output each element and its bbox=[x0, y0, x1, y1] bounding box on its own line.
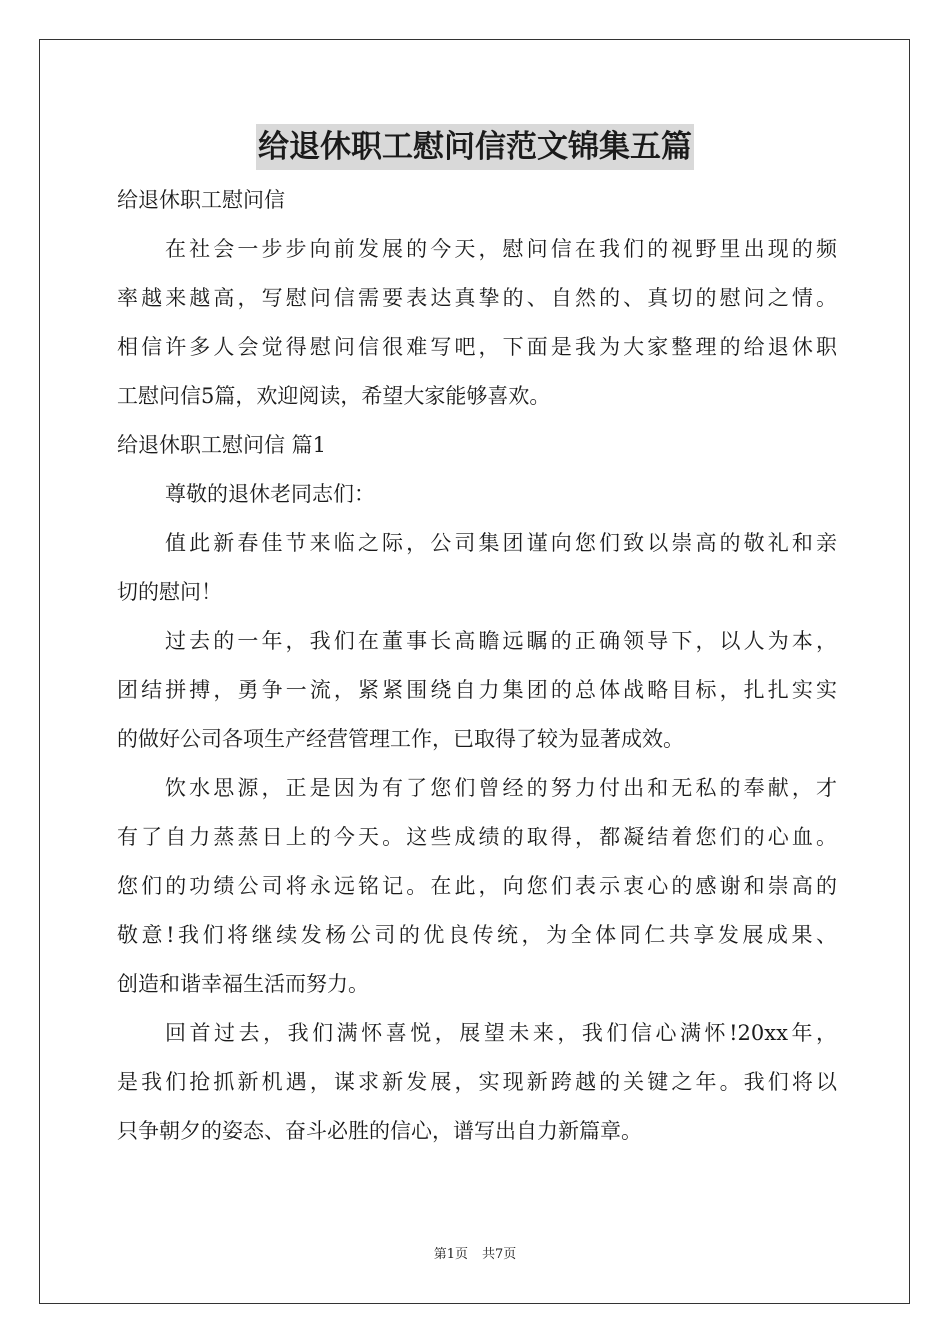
body-line: 有了自力蒸蒸日上的今天。这些成绩的取得，都凝结着您们的心血。 bbox=[117, 825, 837, 849]
body-line: 相信许多人会觉得慰问信很难写吧，下面是我为大家整理的给退休职 bbox=[117, 335, 837, 359]
document-title: 给退休职工慰问信范文锦集五篇 bbox=[256, 124, 694, 170]
body-line: 工慰问信5篇，欢迎阅读，希望大家能够喜欢。 bbox=[117, 384, 551, 408]
body-line: 的做好公司各项生产经营管理工作，已取得了较为显著成效。 bbox=[117, 727, 684, 751]
body-line: 给退休职工慰问信 bbox=[117, 188, 285, 212]
body-line: 您们的功绩公司将永远铭记。在此，向您们表示衷心的感谢和崇高的 bbox=[117, 874, 837, 898]
body-line: 回首过去，我们满怀喜悦，展望未来，我们信心满怀!20xx年， bbox=[165, 1021, 837, 1045]
body-line: 饮水思源，正是因为有了您们曾经的努力付出和无私的奉献，才 bbox=[165, 776, 837, 800]
body-line: 率越来越高，写慰问信需要表达真挚的、自然的、真切的慰问之情。 bbox=[117, 286, 837, 310]
document-body bbox=[117, 176, 837, 1156]
title-container bbox=[0, 124, 950, 170]
section-heading: 给退休职工慰问信 篇1 bbox=[117, 433, 327, 457]
body-line: 在社会一步步向前发展的今天，慰问信在我们的视野里出现的频 bbox=[165, 237, 837, 261]
body-line: 创造和谐幸福生活而努力。 bbox=[117, 972, 369, 996]
body-line: 过去的一年，我们在董事长高瞻远瞩的正确领导下，以人为本， bbox=[165, 629, 837, 653]
body-line: 值此新春佳节来临之际，公司集团谨向您们致以崇高的敬礼和亲 bbox=[165, 531, 837, 555]
body-line: 只争朝夕的姿态、奋斗必胜的信心，谱写出自力新篇章。 bbox=[117, 1119, 642, 1143]
page-number: 第1页 bbox=[433, 1247, 468, 1262]
salutation: 尊敬的退休老同志们： bbox=[165, 482, 375, 506]
page-total: 共7页 bbox=[482, 1247, 517, 1262]
page-footer bbox=[0, 1245, 950, 1265]
body-line: 是我们抢抓新机遇，谋求新发展，实现新跨越的关键之年。我们将以 bbox=[117, 1070, 837, 1094]
body-line: 团结拼搏，勇争一流，紧紧围绕自力集团的总体战略目标，扎扎实实 bbox=[117, 678, 837, 702]
body-line: 切的慰问！ bbox=[117, 580, 222, 604]
body-line: 敬意!我们将继续发杨公司的优良传统，为全体同仁共享发展成果、 bbox=[117, 923, 837, 947]
